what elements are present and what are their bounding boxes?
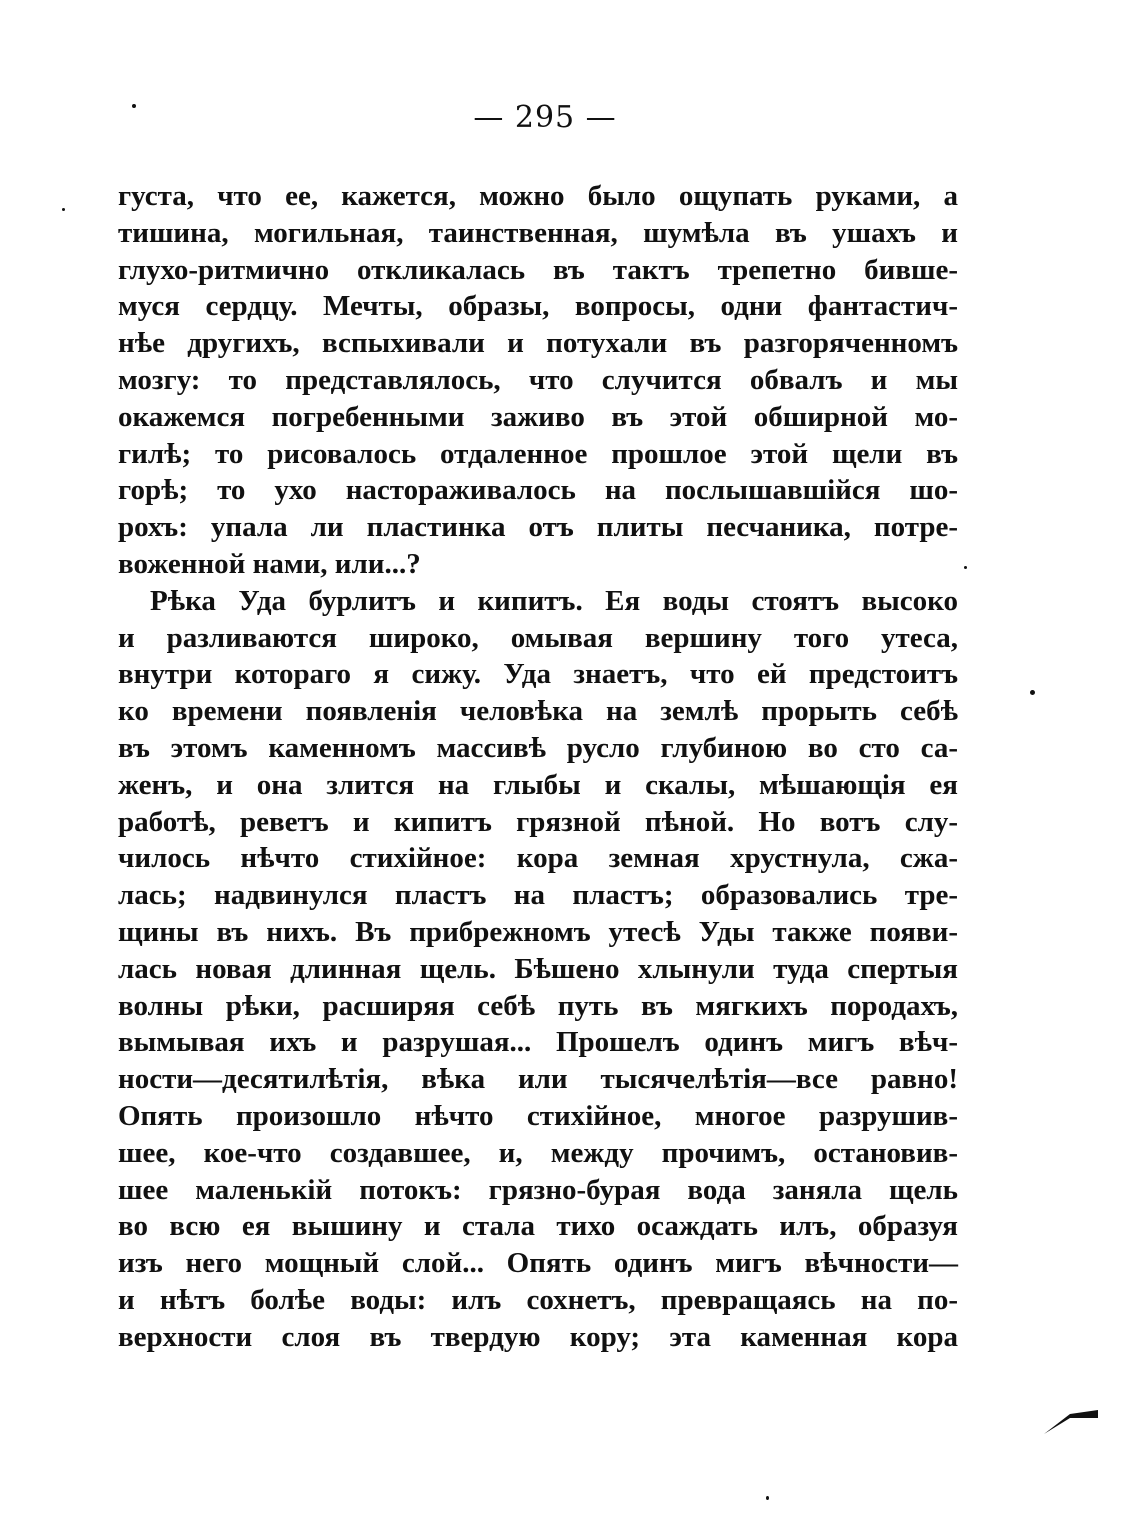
scan-speck <box>1030 690 1035 695</box>
text-line: горѣ; то ухо настораживалось на послышавшійся шо- <box>118 474 958 507</box>
text-line: шее маленькій потокъ: грязно-бурая вода заняла щель <box>118 1173 958 1206</box>
text-line: рохъ: упала ли пластинка отъ плиты песчаника, потре- <box>118 511 958 544</box>
text-line: ко времени появленія человѣка на землѣ прорыть себѣ <box>118 695 958 728</box>
text-line: мозгу: то представлялось, что случится обвалъ и мы <box>118 363 958 396</box>
text-line: внутри котораго я сижу. Уда знаетъ, что ей предстоитъ <box>118 658 958 691</box>
text-line: и нѣтъ болѣе воды: илъ сохнетъ, превращаясь на по- <box>118 1283 958 1316</box>
text-line: Опять произошло нѣчто стихійное, многое разрушив- <box>118 1099 958 1132</box>
text-line: Рѣка Уда бурлитъ и кипитъ. Ея воды стоятъ высоко <box>150 584 958 617</box>
paragraph-2 <box>118 583 958 1356</box>
page-number: — 295 — <box>473 100 617 135</box>
text-line: щины въ нихъ. Въ прибрежномъ утесѣ Уды также появи- <box>118 915 958 948</box>
scan-speck <box>766 1496 769 1500</box>
text-line: гилѣ; то рисовалось отдаленное прошлое этой щели въ <box>118 437 958 470</box>
body-text <box>118 178 958 1356</box>
text-line: вымывая ихъ и разрушая... Прошелъ одинъ мигъ вѣч- <box>118 1026 958 1059</box>
text-line: густа, что ее, кажется, можно было ощупать руками, а <box>118 180 958 212</box>
scan-speck <box>132 104 136 108</box>
scan-speck <box>62 208 65 211</box>
text-line: ности—десятилѣтія, вѣка или тысячелѣтія—все равно! <box>118 1063 958 1096</box>
text-line: тишина, могильная, таинственная, шумѣла въ ушахъ и <box>118 216 958 249</box>
text-line: во всю ея вышину и стала тихо осаждать илъ, образуя <box>118 1210 958 1243</box>
text-line: нѣе другихъ, вспыхивали и потухали въ разгоряченномъ <box>118 327 958 360</box>
text-line: волны рѣки, расширяя себѣ путь въ мягкихъ породахъ, <box>118 989 958 1022</box>
text-line: глухо-ритмично откликалась въ тактъ трепетно бивше- <box>118 253 958 286</box>
scan-smudge <box>1040 1400 1100 1440</box>
text-line: лась; надвинулся пластъ на пластъ; образовались тре- <box>118 879 958 912</box>
text-line: муся сердцу. Мечты, образы, вопросы, одни фантастич- <box>118 290 958 323</box>
text-line: чилось нѣчто стихійное: кора земная хрустнула, сжа- <box>118 842 958 875</box>
text-line: работѣ, реветъ и кипитъ грязной пѣной. Но вотъ слу- <box>118 805 958 838</box>
text-line: въ этомъ каменномъ массивѣ русло глубиною во сто са- <box>118 731 958 764</box>
text-line: воженной нами, или...? <box>118 547 421 580</box>
text-line: и разливаются широко, омывая вершину того утеса, <box>118 621 958 654</box>
paragraph-1 <box>118 178 958 583</box>
text-line: верхности слоя въ твердую кору; эта каменная кора <box>118 1320 958 1353</box>
text-line: лась новая длинная щель. Бѣшено хлынули туда спертыя <box>118 952 958 985</box>
text-line: шее, кое-что создавшее, и, между прочимъ, остановив- <box>118 1136 958 1169</box>
text-line: изъ него мощный слой... Опять одинъ мигъ вѣчности— <box>118 1247 958 1280</box>
text-line: женъ, и она злится на глыбы и скалы, мѣшающія ея <box>118 768 958 801</box>
text-line: окажемся погребенными заживо въ этой обширной мо- <box>118 400 958 433</box>
scan-speck <box>964 566 967 569</box>
